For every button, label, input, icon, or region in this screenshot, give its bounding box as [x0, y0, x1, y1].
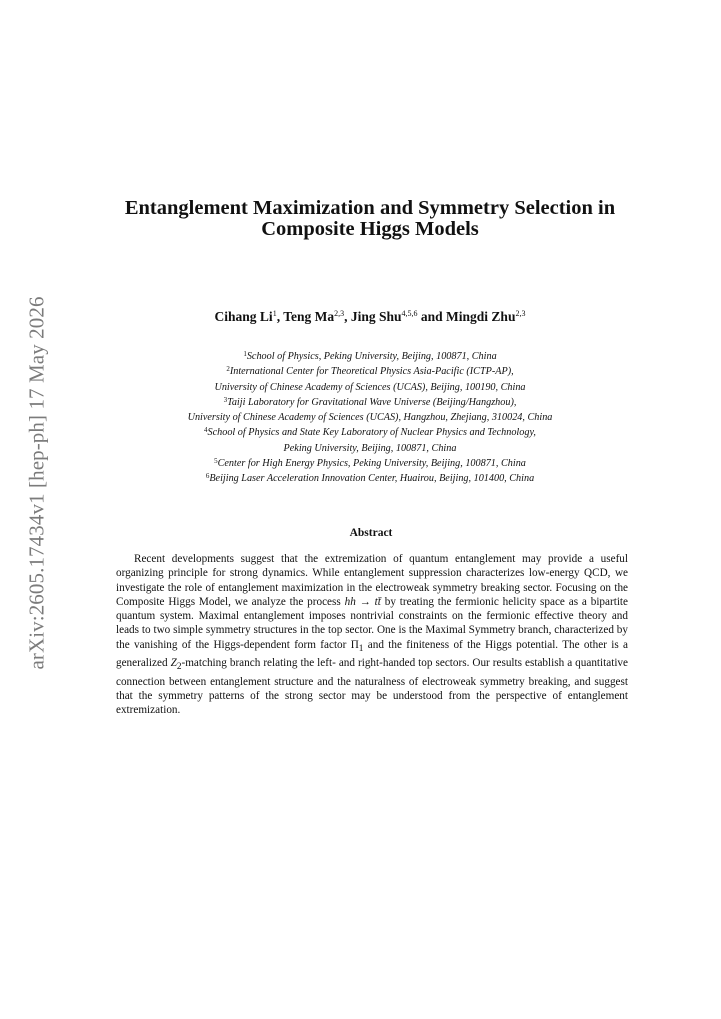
affiliation-line [60, 455, 680, 470]
title-line-1: Entanglement Maximization and Symmetry Selection in [124, 197, 616, 219]
affiliation-line [60, 470, 680, 485]
affiliation-mark: 2 [226, 365, 230, 374]
abstract-text: by treating the fermionic helicity space as a bipartite quantum system. Maximal entanglement imposes nontrivial constraints on the fermionic effective theory and leads to two simple symmetry structures in the top sector. One is the Maximal Symmetry branch, characterized by the vanishing of the Higgs-dependent form factor [116, 595, 629, 651]
affiliation-mark: 3 [223, 395, 228, 404]
abstract-math [170, 657, 182, 673]
author-name: Mingdi Zhu [446, 309, 516, 324]
author-separator: , [276, 309, 284, 324]
author-name: Jing Shu [350, 309, 402, 324]
author-name: Cihang Li [214, 309, 273, 324]
author [351, 309, 418, 324]
affiliation-mark: 4 [204, 426, 208, 435]
affiliation-mark: 5 [214, 457, 218, 466]
author-separator: , [344, 309, 351, 324]
affiliation-line [60, 440, 680, 455]
author [446, 309, 525, 324]
author-list [60, 309, 680, 325]
affiliation-line [60, 424, 680, 439]
affiliation-list [60, 348, 680, 486]
affiliation-line [60, 394, 680, 409]
title-line-2: Composite Higgs Models [261, 218, 479, 240]
abstract-heading: Abstract [349, 527, 393, 539]
affiliation-text: School of Physics, Peking University, Beijing, 100871, China [246, 351, 497, 362]
affiliation-text: School of Physics and State Key Laboratory of Nuclear Physics and Technology, [207, 427, 536, 439]
abstract-math: hh → tt̄ [344, 595, 381, 608]
paper-title [60, 198, 680, 240]
affiliation-line [60, 363, 680, 378]
affiliation-line [60, 409, 680, 424]
abstract-text: Recent developments suggest that the extremization of quantum entanglement may provide a useful organizing principle for strong dynamics. While entanglement suppression characterizes low-energy QCD, we investigate the role of entanglement maximization in the electroweak symmetry breaking sector. Focusing on the Composite Higgs Model, we analyze the process [116, 553, 628, 608]
affiliation-line [60, 379, 680, 394]
affiliation-text: Center for High Energy Physics, Peking University, Beijing, 100871, China [217, 458, 526, 470]
author-affil-mark: 2,3 [515, 309, 526, 318]
author-separator: and [417, 309, 447, 324]
abstract-text: -matching branch relating the left- and right-handed top sectors. Our results establish a quantitative connection between entanglement structure and the naturalness of electroweak symmetry breaking, and suggest that the symmetry patterns of the strong sector may be understood from the perspective of entanglement extremization. [116, 657, 628, 717]
math-symbol: Z [170, 657, 177, 670]
author [283, 309, 344, 324]
abstract-text: and the finiteness of the Higgs potential. The other is a generalized [116, 638, 628, 670]
abstract-body [116, 552, 628, 718]
affiliation-text: University of Chinese Academy of Sciences (UCAS), Beijing, 100190, China [214, 381, 526, 393]
math-subscript: 2 [176, 662, 182, 673]
author-affil-mark: 1 [272, 309, 277, 318]
author [215, 309, 277, 324]
affiliation-mark: 1 [243, 350, 247, 358]
author-affil-mark: 2,3 [334, 309, 345, 318]
affiliation-text: Beijing Laser Acceleration Innovation Center, Huairou, Beijing, 101400, China [209, 473, 535, 485]
math-symbol: Π [350, 638, 359, 651]
math-subscript: 1 [358, 644, 364, 655]
affiliation-mark: 6 [205, 472, 210, 481]
affiliation-text: Peking University, Beijing, 100871, China [283, 442, 457, 454]
affiliation-text: Taiji Laboratory for Gravitational Wave Universe (Beijing/Hangzhou), [227, 396, 517, 408]
arxiv-identifier: arXiv:2605.17434v1 [hep-ph] 17 May 2026 [24, 295, 49, 670]
affiliation-text: University of Chinese Academy of Sciences (UCAS), Hangzhou, Zhejiang, 310024, China [187, 412, 553, 424]
affiliation-text: International Center for Theoretical Physics Asia-Pacific (ICTP-AP), [229, 366, 514, 378]
author-affil-mark: 4,5,6 [401, 309, 418, 318]
abstract-math [350, 638, 364, 655]
arxiv-sidebar [22, 290, 52, 675]
affiliation-line [60, 348, 680, 363]
author-name: Teng Ma [283, 309, 335, 324]
